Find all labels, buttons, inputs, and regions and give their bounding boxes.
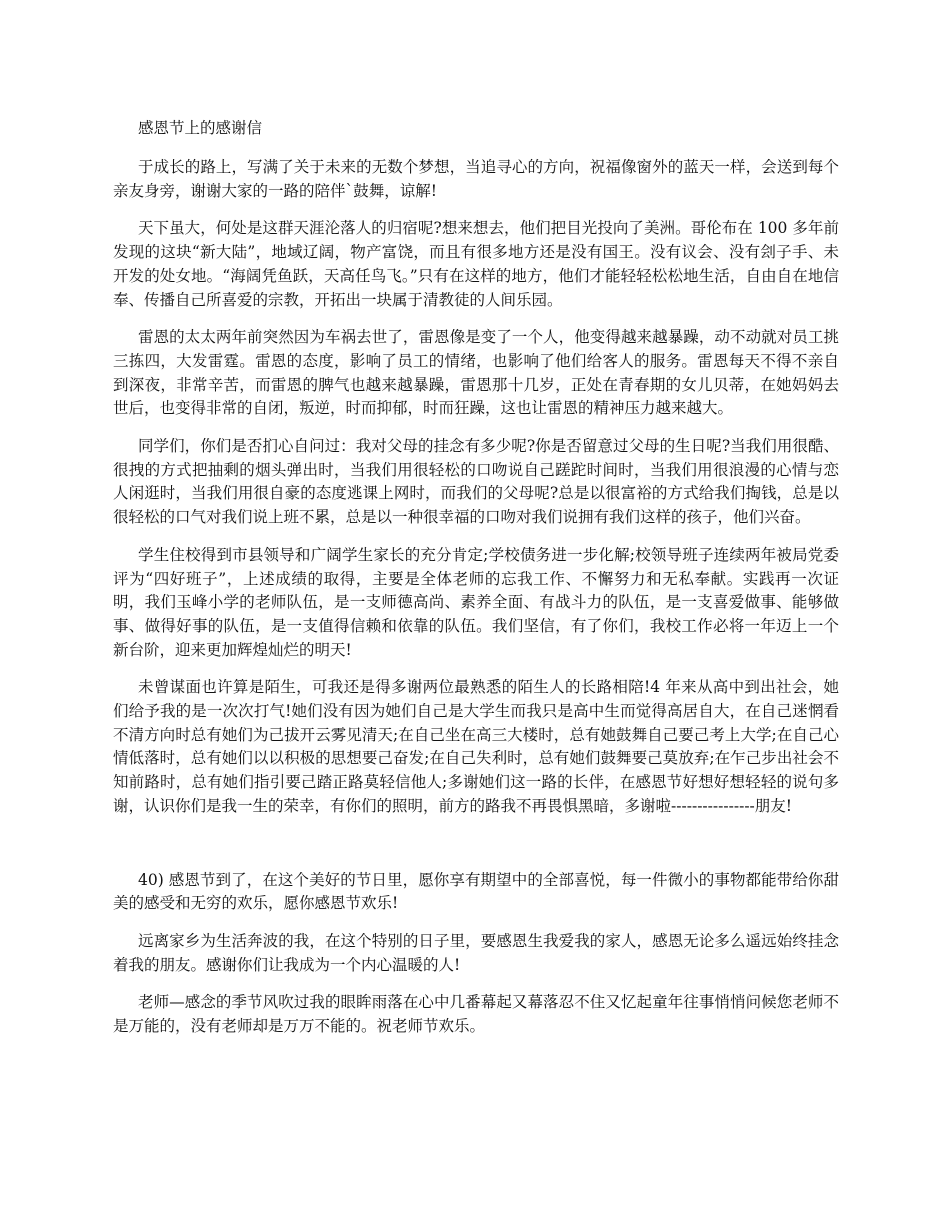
paragraph: 雷恩的太太两年前突然因为车祸去世了，雷恩像是变了一个人，他变得越来越暴躁，动不动就对员工挑三拣四，大发雷霆。雷恩的态度，影响了员工的情绪，也影响了他们给客人的服务。雷恩每天不得不亲自到深夜，非常辛苦，而雷恩的脾气也越来越暴躁，雷恩那十几岁，正处在青春期的女儿贝蒂，在她妈妈去世后，也变得非常的自闭，叛逆，时而抑郁，时而狂躁，这也让雷恩的精神压力越来越大。 <box>113 328 839 418</box>
paragraph: 远离家乡为生活奔波的我，在这个特别的日子里，要感恩生我爱我的家人，感恩无论多么遥远始终挂念着我的朋友。感谢你们让我成为一个内心温暖的人! <box>113 931 839 974</box>
paragraph: 天下虽大，何处是这群天涯沦落人的归宿呢?想来想去，他们把目光投向了美洲。哥伦布在 100 多年前发现的这块“新大陆”，地域辽阔，物产富饶，而且有很多地方还是没有国王。没有议会、没有刽子手、未开发的处女地。“海阔凭鱼跃，天高任鸟飞。”只有在这样的地方，他们才能轻轻松松地生活，自由自在地信奉、传播自己所喜爱的宗教，开拓出一块属于清教徒的人间乐园。 <box>113 219 839 309</box>
paragraph: 老师—感念的季节风吹过我的眼眸雨落在心中几番幕起又幕落忍不住又忆起童年往事悄悄问候您老师不是万能的，没有老师却是万万不能的。祝老师节欢乐。 <box>113 993 839 1036</box>
paragraph: 未曾谋面也许算是陌生，可我还是得多谢两位最熟悉的陌生人的长路相陪!4 年来从高中到出社会，她们给予我的是一次次打气!她们没有因为她们自己是大学生而我只是高中生而觉得高居自大，在自己迷惘看不清方向时总有她们为己拔开云雾见清天;在自己坐在高三大楼时，总有她鼓舞自己要己考上大学;在自己心情低落时，总有她们以以积极的思想要己奋发;在自己失利时，总有她们鼓舞要己莫放弃;在乍己步出社会不知前路时，总有她们指引要己踏正路莫轻信他人;多谢她们这一路的长伴，在感恩节好想好想轻轻的说句多谢，认识你们是我一生的荣幸，有你们的照明，前方的路我不再畏惧黑暗，多谢啦----------------朋友! <box>113 678 839 815</box>
paragraph: 于成长的路上，写满了关于未来的无数个梦想，当追寻心的方向，祝福像窗外的蓝天一样，会送到每个亲友身旁，谢谢大家的一路的陪伴`鼓舞，谅解! <box>113 158 839 200</box>
paragraph: 40) 感恩节到了，在这个美好的节日里，愿你享有期望中的全部喜悦，每一件微小的事物都能带给你甜美的感受和无穷的欢乐，愿你感恩节欢乐! <box>113 870 839 913</box>
paragraph: 同学们，你们是否扪心自问过：我对父母的挂念有多少呢?你是否留意过父母的生日呢?当我们用很酷、很拽的方式把抽剩的烟头弹出时，当我们用很轻松的口吻说自己蹉跎时间时，当我们用很浪漫的心情与恋人闲逛时，当我们用很自豪的态度逃课上网时，而我们的父母呢?总是以很富裕的方式给我们掏钱，总是以很轻松的口气对我们说上班不累，总是以一种很幸福的口吻对我们说拥有我们这样的孩子，他们兴奋。 <box>113 437 839 527</box>
document-page <box>113 116 839 1053</box>
document-title: 感恩节上的感谢信 <box>138 119 263 137</box>
section-gap <box>113 833 839 869</box>
paragraph: 学生住校得到市县领导和广阔学生家长的充分肯定;学校债务进一步化解;校领导班子连续两年被局党委评为“四好班子”，上述成绩的取得，主要是全体老师的忘我工作、不懈努力和无私奉献。实践再一次证明，我们玉峰小学的老师队伍，是一支师德高尚、素养全面、有战斗力的队伍，是一支喜爱做事、能够做事、做得好事的队伍，是一支值得信赖和依靠的队伍。我们坚信，有了你们，我校工作必将一年迈上一个新台阶，迎来更加辉煌灿烂的明天! <box>113 545 839 659</box>
